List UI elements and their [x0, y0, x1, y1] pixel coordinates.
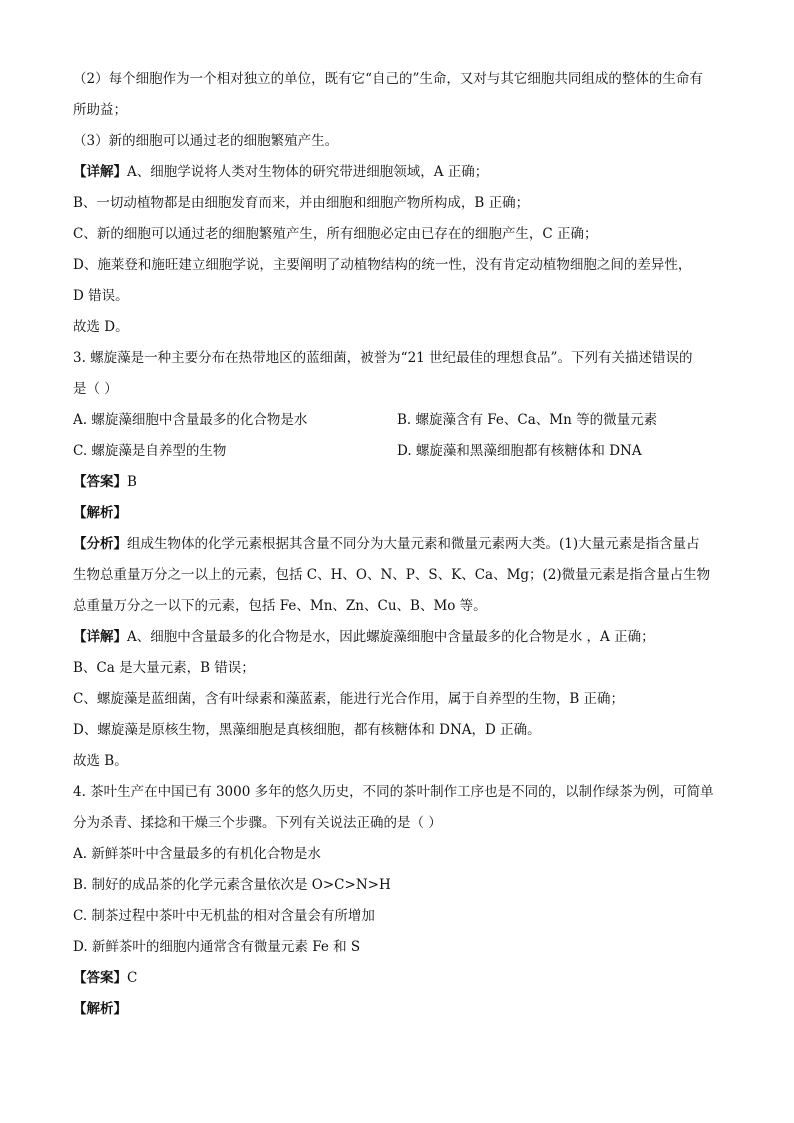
q3-fenxi-line3: 总重量万分之一以下的元素，包括 Fe、Mn、Zn、Cu、B、Mo 等。: [73, 598, 487, 614]
q2-point2-line2: 所助益；: [73, 102, 127, 118]
q2-detail-c: C、新的细胞可以通过老的细胞繁殖产生，所有细胞必定由已存在的细胞产生，C 正确；: [73, 226, 598, 242]
q3-option-d: D. 螺旋藻和黑藻细胞都有核糖体和 DNA: [397, 443, 642, 459]
q3-detail-c: C、螺旋藻是蓝细菌，含有叶绿素和藻蓝素，能进行光合作用，属于自养型的生物，B 正确；: [73, 691, 625, 707]
q2-detail-a-line: [73, 157, 723, 188]
q3-option-c: C. 螺旋藻是自养型的生物: [73, 443, 227, 459]
q3-option-a: A. 螺旋藻细胞中含量最多的化合物是水: [73, 412, 308, 428]
q2-detail-d-line1: D、施莱登和施旺建立细胞学说，主要阐明了动植物结构的统一性，没有肯定动植物细胞之间的差异性，: [73, 257, 692, 273]
q2-detail-label: 【详解】: [73, 164, 127, 180]
q4-stem-line2: 分为杀青、揉捻和干燥三个步骤。下列有关说法正确的是（ ）: [73, 815, 442, 831]
q3-analysis-label: 【解析】: [73, 505, 127, 521]
q3-detail-label: 【详解】: [73, 629, 127, 645]
q4-stem-line1: 4. 茶叶生产在中国已有 3000 多年的悠久历史，不同的茶叶制作工序也是不同的，以制作绿茶为例，可简单: [73, 784, 714, 800]
q3-answer-label: 【答案】: [73, 474, 127, 490]
q2-point3: （3）新的细胞可以通过老的细胞繁殖产生。: [73, 133, 339, 149]
q3-answer-value: B: [127, 474, 137, 490]
q4-answer-value: C: [127, 970, 138, 986]
q3-answer: [73, 467, 723, 498]
q3-detail-b: B、Ca 是大量元素，B 错误；: [73, 660, 255, 676]
q2-conclusion: 故选 D。: [73, 319, 129, 335]
q4-option-d: D. 新鲜茶叶的细胞内通常含有微量元素 Fe 和 S: [73, 939, 361, 955]
q3-detail-a-line: [73, 622, 723, 653]
q3-fenxi-text1: 组成生物体的化学元素根据其含量不同分为大量元素和微量元素两大类。(1)大量元素是指含量占: [127, 536, 700, 552]
q3-fenxi-line1: [73, 529, 723, 560]
q3-fenxi-line2: 生物总重量万分之一以上的元素，包括 C、H、O、N、P、S、K、Ca、Mg；(2)微量元素是指含量占生物: [73, 567, 711, 583]
q3-detail-d: D、螺旋藻是原核生物，黑藻细胞是真核细胞，都有核糖体和 DNA，D 正确。: [73, 722, 541, 738]
q3-detail-a: A、细胞中含量最多的化合物是水，因此螺旋藻细胞中含量最多的化合物是水 ，A 正确；: [127, 629, 655, 645]
q2-detail-a: A、细胞学说将人类对生物体的研究带进细胞领域，A 正确；: [127, 164, 489, 180]
q4-answer-label: 【答案】: [73, 970, 127, 986]
q4-option-b: B. 制好的成品茶的化学元素含量依次是 O>C>N>H: [73, 877, 391, 893]
q3-options: [73, 405, 723, 467]
q2-point2-line1: （2）每个细胞作为一个相对独立的单位，既有它“自己的”生命，又对与其它细胞共同组成的整体的生命有: [73, 71, 703, 87]
q3-stem-line1: 3. 螺旋藻是一种主要分布在热带地区的蓝细菌，被誉为“21 世纪最佳的理想食品”。下列有关描述错误的: [73, 350, 693, 366]
q2-detail-b: B、一切动植物都是由细胞发育而来，并由细胞和细胞产物所构成，B 正确；: [73, 195, 530, 211]
q4-analysis-label: 【解析】: [73, 1001, 127, 1017]
q3-stem-line2: 是（ ）: [73, 381, 118, 397]
q4-option-c: C. 制茶过程中茶叶中无机盐的相对含量会有所增加: [73, 908, 375, 924]
q2-detail-d-line2: D 错误。: [73, 288, 129, 304]
q3-conclusion: 故选 B。: [73, 753, 128, 769]
q3-option-b: B. 螺旋藻含有 Fe、Ca、Mn 等的微量元素: [397, 412, 658, 428]
q3-fenxi-label: 【分析】: [73, 536, 127, 552]
q4-option-a: A. 新鲜茶叶中含量最多的有机化合物是水: [73, 846, 321, 862]
q4-answer: [73, 963, 723, 994]
document-content: [73, 64, 723, 1025]
